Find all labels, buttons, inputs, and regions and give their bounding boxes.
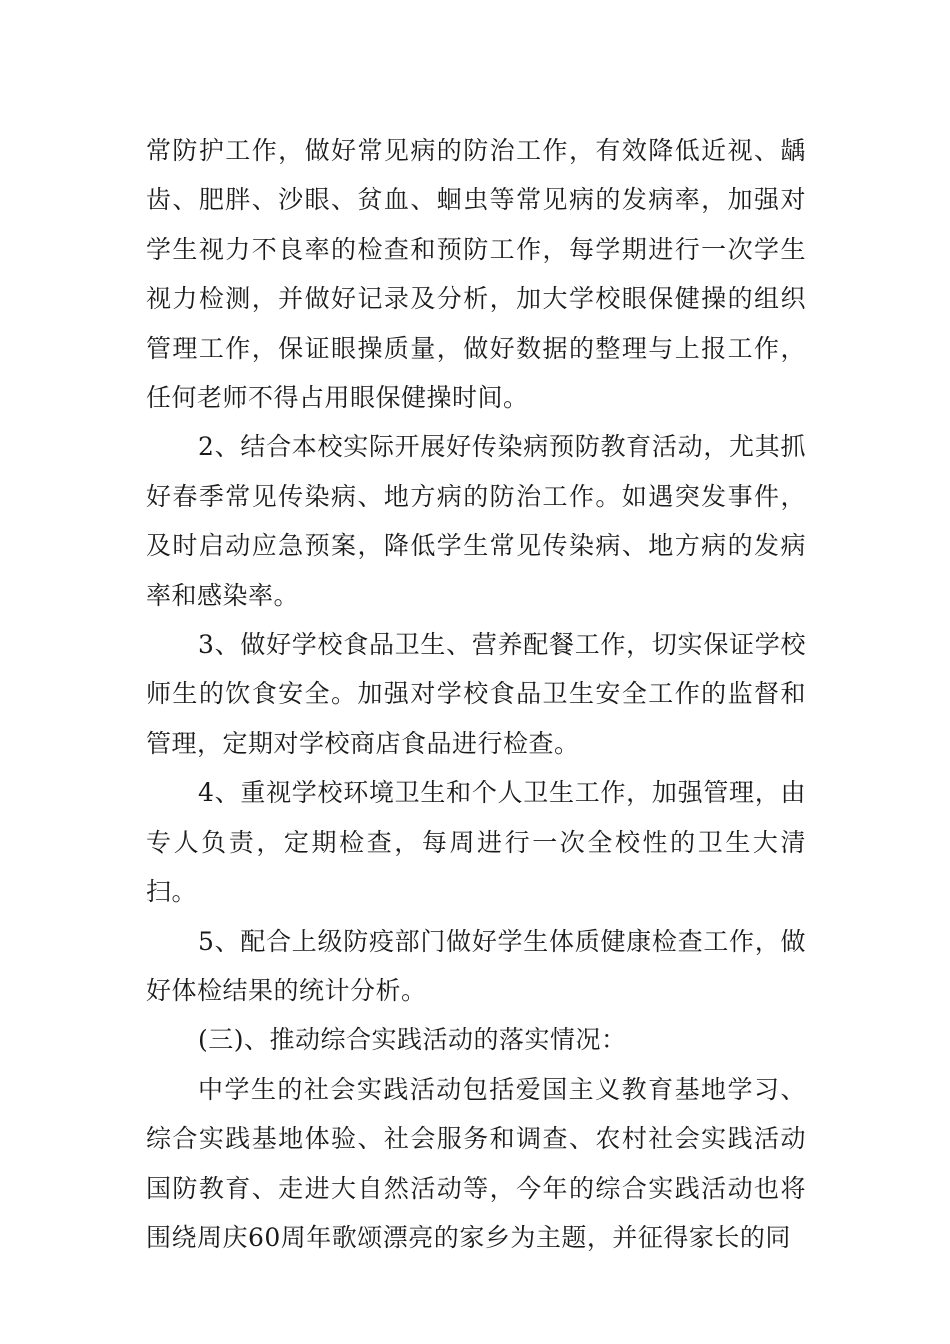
- paragraph-item-2: 2、结合本校实际开展好传染病预防教育活动，尤其抓好春季常见传染病、地方病的防治工作。如遇突发事件，及时启动应急预案，降低学生常见传染病、地方病的发病率和感染率。: [146, 432, 806, 610]
- section-heading-3: (三)、推动综合实践活动的落实情况：: [198, 1025, 627, 1055]
- paragraph-item-4: 4、重视学校环境卫生和个人卫生工作，加强管理，由专人负责，定期检查，每周进行一次全校性的卫生大清扫。: [146, 778, 806, 907]
- paragraph-continuation: 常防护工作，做好常见病的防治工作，有效降低近视、龋齿、肥胖、沙眼、贫血、蛔虫等常见病的发病率，加强对学生视力不良率的检查和预防工作，每学期进行一次学生视力检测，并做好记录及分析，加大学校眼保健操的组织管理工作，保证眼操质量，做好数据的整理与上报工作，任何老师不得占用眼保健操时间。: [146, 136, 806, 413]
- paragraph-item-3: 3、做好学校食品卫生、营养配餐工作，切实保证学校师生的饮食安全。加强对学校食品卫生安全工作的监督和管理，定期对学校商店食品进行检查。: [146, 630, 806, 758]
- paragraph-practice-activities: 中学生的社会实践活动包括爱国主义教育基地学习、综合实践基地体验、社会服务和调查、农村社会实践活动国防教育、走进大自然活动等，今年的综合实践活动也将围绕周庆60周年歌颂漂亮的家乡为主题，并征得家长的同: [146, 1074, 806, 1252]
- paragraph-item-5: 5、配合上级防疫部门做好学生体质健康检查工作，做好体检结果的统计分析。: [146, 926, 806, 1005]
- document-body: [146, 126, 806, 1262]
